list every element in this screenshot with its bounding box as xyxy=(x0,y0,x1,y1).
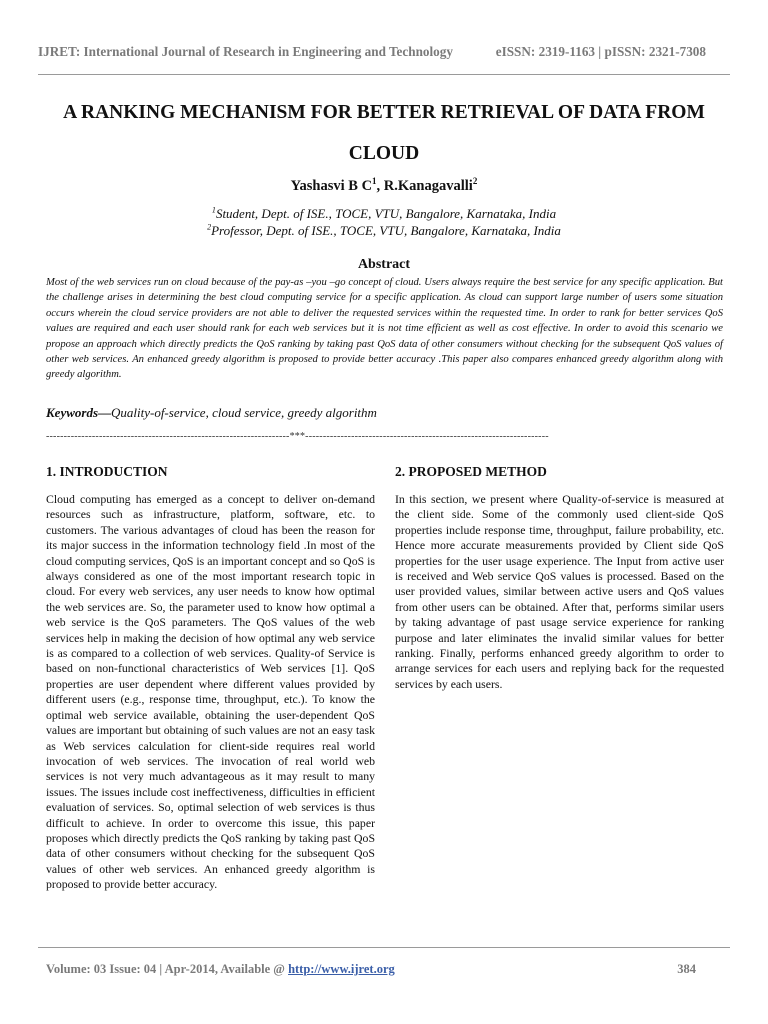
left-column xyxy=(46,464,375,893)
abstract-heading: Abstract xyxy=(357,257,411,272)
journal-name: IJRET: International Journal of Research in Engineering and Technology xyxy=(38,44,453,59)
section-heading-proposed-method: 2. PROPOSED METHOD xyxy=(395,464,547,479)
section-heading-introduction: 1. INTRODUCTION xyxy=(46,464,168,479)
keywords-text: Quality-of-service, cloud service, greedy algorithm xyxy=(111,405,377,420)
introduction-body: Cloud computing has emerged as a concept to deliver on-demand resources such as infrastructure, platform, software, etc. to customers. The various advantages of cloud has been the reason for its major success in the information technology field .In most of the cloud computing services, QoS is an important concept and so QoS is always considered as one of the most important research topic in cloud. For every web services, any user needs to know how optimal the web services are. So, the parameter used to know how optimal a web service is the QoS parameters. The QoS values of the web services help in making the decision of how optimal any web service is as compared to a collection of web services. Quality-of Service is based on non-functional characteristics of Web services [1]. QoS properties are user dependent where different values provided by different users (e.g., response time, throughput, etc.). To know the optimal web service available, obtaining the user-dependent QoS values are important but obtaining of such values are not an easy task as Web services calculation for client-side requires real world invocation of web services. The invocation of real world web services is not very much advantageous as it may result to many issues. The issues include cost ineffectiveness, difficulties in efficient evaluation of services. So, optimal selection of web services is thus difficult to achieve. In order to overcome this issue, this paper proposes which directly predicts the QoS ranking by taking past QoS data of other consumers without checking for the subsequent QoS values of other web services. An enhanced greedy algorithm is proposed to provide better accuracy. xyxy=(46,492,375,892)
affiliation-text: Professor, Dept. of ISE., TOCE, VTU, Bangalore, Karnataka, India xyxy=(211,223,561,238)
title-line-2: CLOUD xyxy=(348,143,420,164)
keywords-label: Keywords— xyxy=(46,405,111,420)
volume-text: Volume: 03 Issue: 04 | Apr-2014, Available @ xyxy=(46,962,289,976)
author-name: Yashasvi B C xyxy=(290,178,373,194)
author-name: R.Kanagavalli xyxy=(383,178,473,194)
running-footer xyxy=(46,962,696,980)
section-separator: ---------------------------------------------------------------------***--------------------------------------------------------------------- xyxy=(46,431,549,442)
right-column xyxy=(395,464,724,692)
proposed-method-body: In this section, we present where Quality-of-service is measured at the client side. Some of the commonly used client-side QoS properties include response time, throughput, failure probability, etc. Hence more accurate measurements provided by Client side QoS properties for the user usage experience. The Input from active user is received and Web service QoS values is processed. Based on the user provided values, similar between active users and QoS values from other users can be obtained. After that, performs similar users by taking advantage of past usage service experience for ranking purpose and later eliminates the invalid similar values for better ranking. Finally, performs enhanced greedy algorithm to order to arrange services for each users and replying back for the requested services by each users. xyxy=(395,492,724,691)
affiliation-text: Student, Dept. of ISE., TOCE, VTU, Bangalore, Karnataka, India xyxy=(215,206,557,221)
journal-link[interactable]: http://www.ijret.org xyxy=(288,962,395,976)
running-header xyxy=(38,44,730,64)
header-rule xyxy=(38,74,730,75)
affiliation-mark: 1 xyxy=(211,205,216,215)
keywords-line xyxy=(46,405,377,421)
author-affiliation-mark: 2 xyxy=(472,176,478,187)
issn-info: eISSN: 2319-1163 | pISSN: 2321-7308 xyxy=(495,44,706,59)
affiliation-2 xyxy=(0,223,768,239)
affiliation-mark: 2 xyxy=(207,222,212,232)
author-affiliation-mark: 1 xyxy=(372,176,377,187)
footer-rule xyxy=(38,947,730,948)
abstract-body: Most of the web services run on cloud because of the pay-as –you –go concept of cloud. Users always require the best service for any specific application. But the challenge arises in determining the best cloud computing service for a specific application. As cloud can support large number of users some situation occurs wherein the cloud service providers are not able to deliver the requested services within the requested time. In order to rank for better services QoS values are required and each user should rank for each web services but it is not time efficient as well as cost effective. In order to avoid this scenario we propose an approach which directly predicts the QoS ranking by taking past QoS data of other consumers without checking for the subsequent QoS values of other web services. An enhanced greedy algorithm is proposed to provide better accuracy .This paper also compares enhanced greedy algorithm along with greedy algorithm. xyxy=(46,277,723,381)
page-number: 384 xyxy=(677,962,696,976)
affiliation-1 xyxy=(0,206,768,222)
author-separator: , xyxy=(376,178,384,194)
volume-info xyxy=(46,962,395,977)
title-line-1: A RANKING MECHANISM FOR BETTER RETRIEVAL OF DATA FROM xyxy=(63,102,705,123)
paper-title xyxy=(30,92,738,174)
author-list xyxy=(0,178,768,195)
